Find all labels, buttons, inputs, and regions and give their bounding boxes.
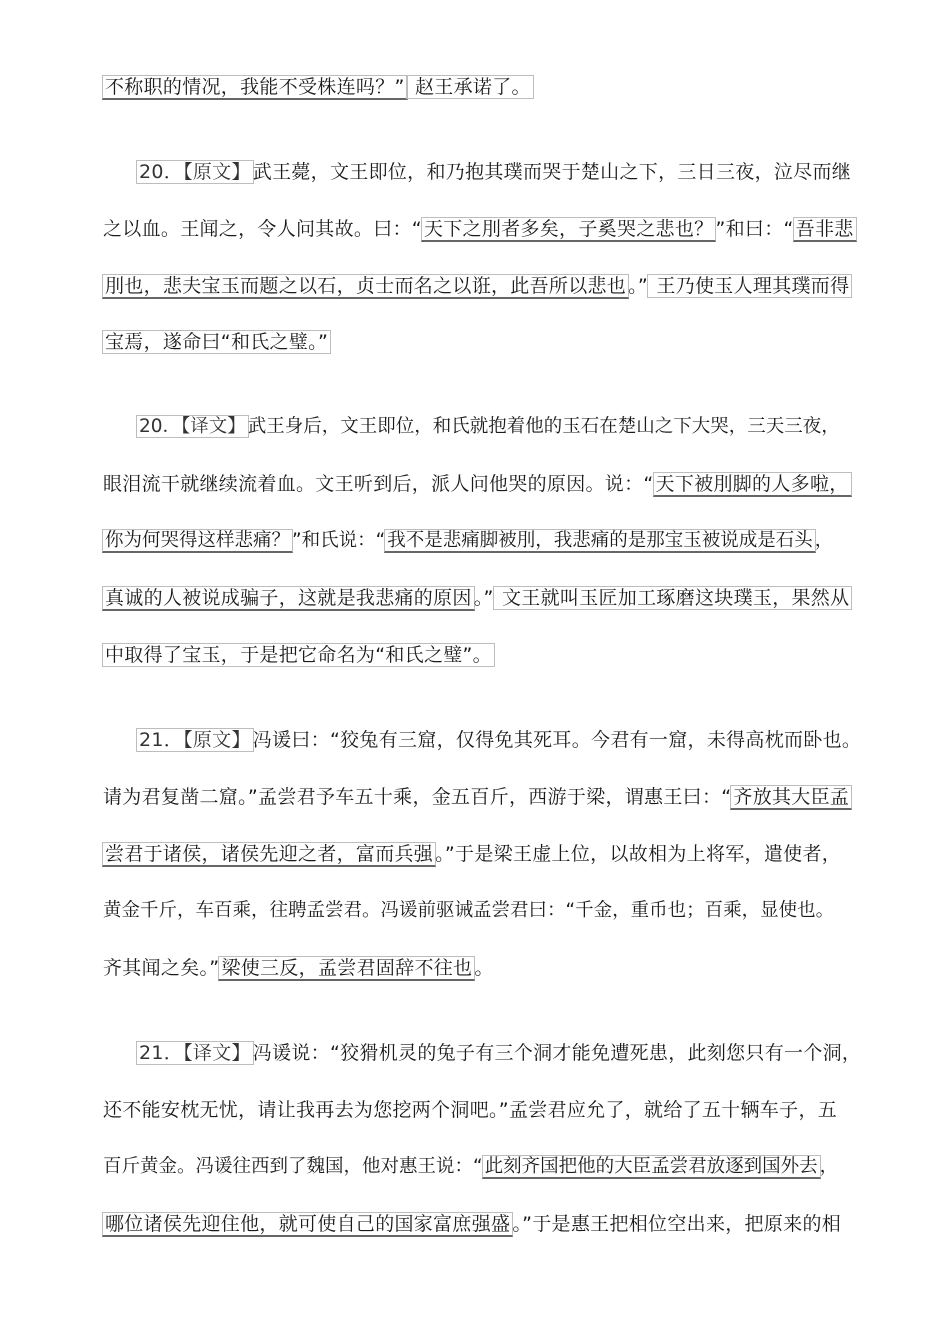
text-run: 。”于是梁王虚上位，以故相为上将军，遣使者， — [435, 843, 842, 865]
underlined-phrase: 天下被刖脚的人多啦， — [653, 472, 852, 497]
boxed-phrase: 文王就叫玉匠加工琢磨这块璞玉，果然从 — [493, 586, 853, 610]
text-run: 冯谖说：“狡猾机灵的兔子有三个洞才能免遭死患，此刻您只有一个洞， — [252, 1042, 862, 1064]
text-line — [103, 896, 863, 926]
text-run: 还不能安枕无忧，请让我再去为您挖两个洞吧。”孟尝君应允了，就给了五十辆车子，五 — [103, 1099, 838, 1121]
text-line — [103, 1209, 863, 1239]
text-run: 齐其闻之矣。” — [103, 957, 220, 979]
text-run: 黄金千斤，车百乘，往聘孟尝君。冯谖前驱诫孟尝君曰：“千金，重币也；百乘，显使也。 — [103, 900, 835, 921]
section-label: 20．【原文】 — [136, 160, 254, 184]
text-run: ， — [819, 1156, 839, 1177]
underlined-phrase: 哪位诸侯先迎住他，就可使自己的国家富庶强盛 — [102, 1212, 513, 1237]
section-label: 21．【原文】 — [136, 728, 254, 752]
underlined-phrase: 刖也，悲夫宝玉而题之以石，贞士而名之以诳，此吾所以悲也 — [102, 274, 629, 299]
text-line — [103, 72, 863, 102]
text-run: ， — [814, 530, 834, 551]
text-run: 。” — [473, 587, 494, 609]
text-line — [103, 469, 863, 499]
text-line — [103, 839, 863, 869]
text-run: 之以血。王闻之，令人问其故。曰：“ — [103, 218, 422, 240]
text-run: 武王薨，文王即位，和乃抱其璞而哭于楚山之下，三日三夜，泣尽而继 — [252, 161, 852, 183]
text-line — [103, 327, 863, 357]
underlined-phrase: 吾非悲 — [793, 217, 857, 242]
boxed-phrase: 宝焉，遂命曰“和氏之璧。” — [102, 330, 331, 354]
underlined-phrase: 梁使三反，孟尝君固辞不往也 — [218, 956, 475, 981]
text-line — [137, 725, 863, 755]
text-line — [103, 1095, 863, 1125]
section-label: 21．【译文】 — [136, 1041, 254, 1065]
underlined-phrase: 我不是悲痛脚被刖，我悲痛的是那宝玉被说成是石头 — [384, 529, 816, 553]
underlined-phrase: 真诚的人被说成骗子，这就是我悲痛的原因 — [102, 586, 475, 611]
text-run: 武王身后，文王即位，和氏就抱着他的玉石在楚山之下大哭，三天三夜， — [247, 416, 840, 437]
text-run: 冯谖曰：“狡兔有三窟，仅得免其死耳。今君有一窟，未得高枕而卧也。 — [252, 729, 862, 751]
boxed-phrase: 王乃使玉人理其璞而得 — [647, 274, 852, 298]
underlined-phrase: 此刻齐国把他的大臣孟尝君放逐到国外去 — [482, 1155, 821, 1179]
text-run: ”和氏说：“ — [292, 530, 386, 551]
underlined-phrase: 天下之刖者多矣，子奚哭之悲也？ — [421, 217, 717, 242]
text-line — [103, 1152, 863, 1182]
text-run: 。”于是惠王把相位空出来，把原来的相 — [512, 1213, 842, 1235]
text-run: 。” — [628, 275, 649, 297]
section-label: 20．【译文】 — [136, 415, 249, 438]
boxed-phrase: 中取得了宝玉，于是把它命名为“和氏之璧”。 — [102, 643, 495, 667]
text-line — [103, 271, 863, 301]
text-run: ”和曰：“ — [715, 218, 794, 240]
underlined-phrase: 不称职的情况，我能不受株连吗？” — [102, 75, 408, 100]
text-run: 眼泪流干就继续流着血。文王听到后，派人问他哭的原因。说：“ — [103, 473, 654, 495]
text-run: 。 — [474, 957, 494, 979]
underlined-phrase: 尝君于诸侯，诸侯先迎之者，富而兵强 — [102, 842, 436, 867]
text-line — [137, 412, 863, 442]
underlined-phrase: 齐放其大臣孟 — [730, 785, 852, 810]
text-line — [103, 640, 863, 670]
text-line — [137, 157, 863, 187]
text-line — [103, 953, 863, 983]
text-run: 请为君复凿二窟。”孟尝君予车五十乘，金五百斤，西游于梁，谓惠王曰：“ — [103, 786, 732, 808]
underlined-phrase: 你为何哭得这样悲痛？ — [102, 529, 293, 553]
text-line — [103, 526, 863, 556]
text-line — [103, 583, 863, 613]
text-line — [103, 214, 863, 244]
text-run: 百斤黄金。冯谖往西到了魏国，他对惠王说：“ — [103, 1156, 483, 1177]
boxed-phrase: 赵王承诺了。 — [406, 75, 534, 99]
text-line — [103, 782, 863, 812]
text-line — [137, 1038, 863, 1068]
